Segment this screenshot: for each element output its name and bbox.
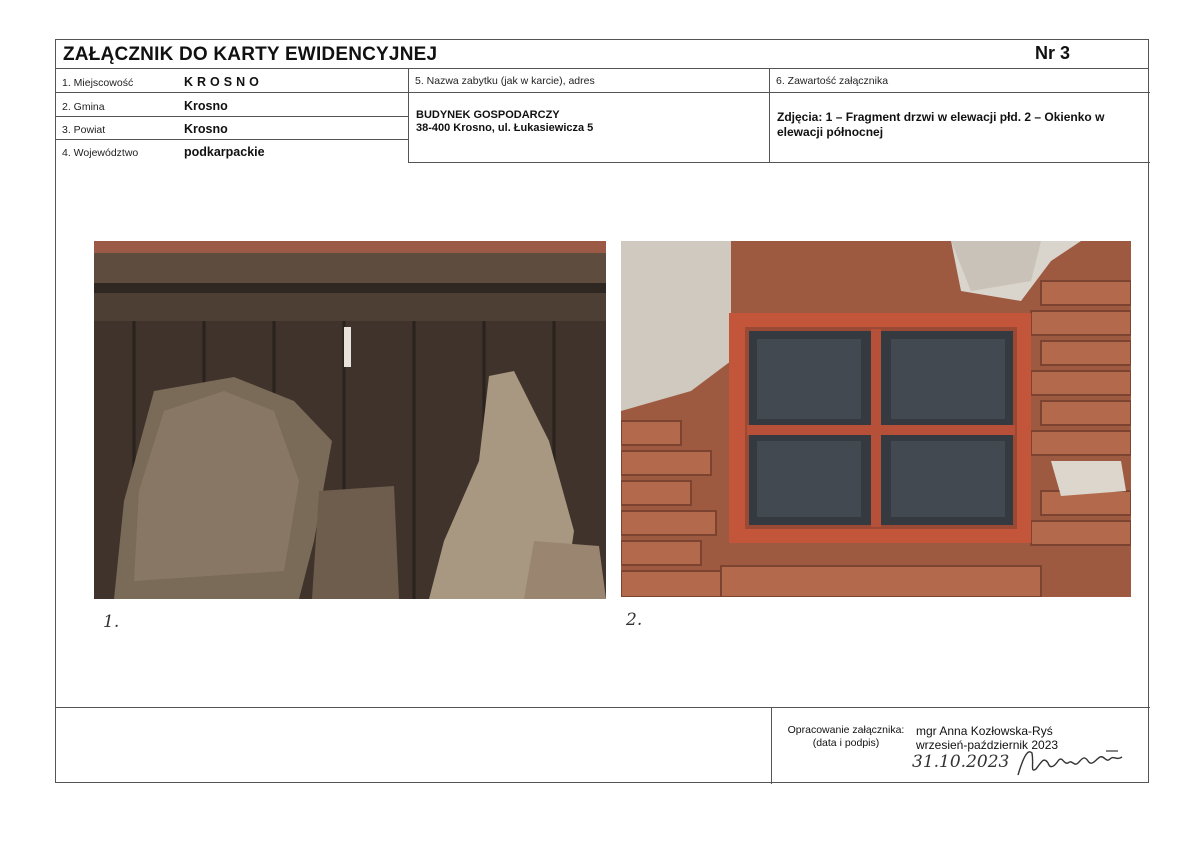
author-name: mgr Anna Kozłowska-Ryś [916, 724, 1053, 738]
field-label-zawartosc: 6. Zawartość załącznika [776, 75, 889, 87]
field-value-miejscowosc: KROSNO [184, 75, 263, 89]
divider [56, 707, 1150, 708]
divider [408, 162, 1150, 163]
title-row [56, 40, 1148, 69]
prepared-by-label-line1: Opracowanie załącznika: [787, 724, 905, 736]
photo-door-fragment [94, 241, 606, 599]
field-value-gmina: Krosno [184, 99, 228, 113]
field-value-wojewodztwo: podkarpackie [184, 145, 265, 159]
divider [771, 707, 772, 784]
author-period: wrzesień-październik 2023 [916, 738, 1059, 752]
attachment-sheet [55, 39, 1149, 783]
field-label-gmina: 2. Gmina [62, 101, 105, 113]
divider [769, 68, 770, 162]
handwritten-date: 31.10.2023 [912, 752, 1010, 772]
prepared-by-label [776, 724, 916, 750]
monument-name-address [416, 109, 593, 135]
handwritten-signature [1014, 747, 1124, 784]
divider [56, 139, 408, 140]
field-label-powiat: 3. Powiat [62, 124, 106, 136]
photo-caption-2: 2. [626, 610, 643, 630]
divider [56, 92, 408, 93]
photo-caption-1: 1. [103, 612, 120, 632]
field-label-wojewodztwo: 4. Województwo [62, 147, 139, 159]
prepared-by-label-line2: (data i podpis) [812, 737, 880, 749]
field-label-miejscowosc: 1. Miejscowość [62, 77, 134, 89]
monument-name: BUDYNEK GOSPODARCZY [416, 109, 560, 121]
photo-window [621, 241, 1131, 597]
field-label-nazwa: 5. Nazwa zabytku (jak w karcie), adres [415, 75, 595, 87]
field-value-powiat: Krosno [184, 122, 228, 136]
divider [56, 116, 408, 117]
divider [408, 68, 409, 162]
attachment-number: Nr 3 [1034, 43, 1070, 63]
photo-door-image [94, 241, 606, 599]
monument-address: 38-400 Krosno, ul. Łukasiewicza 5 [416, 122, 594, 134]
attachment-contents: Zdjęcia: 1 – Fragment drzwi w elewacji płd. 2 – Okienko w elewacji północnej [777, 110, 1105, 139]
photo-window-image [621, 241, 1131, 597]
divider [408, 92, 1150, 93]
page-title: ZAŁĄCZNIK DO KARTY EWIDENCYJNEJ [63, 44, 438, 65]
